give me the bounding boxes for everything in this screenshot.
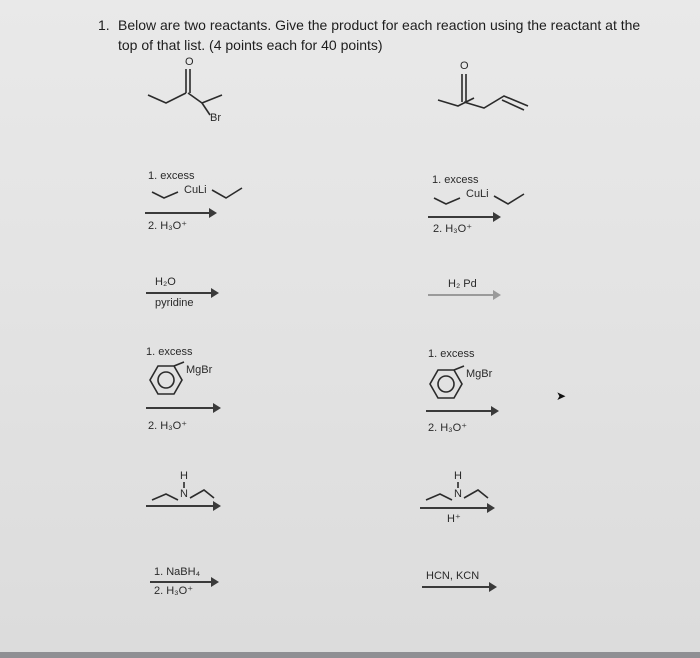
right-rxn3-step2: 2. H₃O⁺ <box>428 422 468 434</box>
left-rxn4-h: H <box>180 470 188 482</box>
left-reactant-bromine: Br <box>210 112 221 124</box>
right-rxn2-arrow <box>428 294 494 296</box>
left-rxn4-arrow <box>146 505 214 507</box>
right-rxn4-arrow <box>420 507 488 509</box>
left-rxn3-reagent: MgBr <box>186 364 213 376</box>
page-bottom-edge <box>0 652 700 658</box>
left-rxn3-arrow <box>146 407 214 409</box>
left-rxn3-step1: 1. excess <box>146 346 193 358</box>
question-number: 1. <box>98 17 110 33</box>
left-rxn2-bottom: pyridine <box>155 297 194 309</box>
left-rxn1-reagent: CuLi <box>184 184 207 196</box>
left-rxn5-arrow <box>150 581 212 583</box>
left-rxn3-step2: 2. H₃O⁺ <box>148 420 188 432</box>
right-rxn1-arrow <box>428 216 494 218</box>
right-reactant-structure <box>432 58 542 118</box>
right-rxn3-reagent: MgBr <box>466 368 493 380</box>
right-rxn4-h: H <box>454 470 462 482</box>
right-rxn1-reagent: CuLi <box>466 188 489 200</box>
left-rxn5-step1: 1. NaBH₄ <box>154 566 201 578</box>
left-rxn2-top: H₂O <box>155 276 176 288</box>
right-rxn3-step1: 1. excess <box>428 348 475 360</box>
left-rxn1-step2: 2. H₃O⁺ <box>148 220 188 232</box>
right-rxn5-top: HCN, KCN <box>426 570 480 582</box>
right-rxn5-arrow <box>422 586 490 588</box>
left-rxn1-step1: 1. excess <box>148 170 195 182</box>
left-rxn5-step2: 2. H₃O⁺ <box>154 585 194 597</box>
mouse-cursor-icon: ➤ <box>556 389 567 403</box>
right-rxn1-step1: 1. excess <box>432 174 479 186</box>
right-rxn4-below: H⁺ <box>447 513 461 525</box>
right-rxn1-step2: 2. H₃O⁺ <box>433 223 473 235</box>
right-reactant-oxygen: O <box>460 60 469 72</box>
left-rxn2-arrow <box>146 292 212 294</box>
question-text: Below are two reactants. Give the product for each reaction using the reactant at the top of that list. (4 points each for 40 points) <box>118 17 641 53</box>
right-rxn4-n: N <box>454 488 462 500</box>
left-reactant-structure <box>140 55 250 125</box>
left-rxn4-n: N <box>180 488 188 500</box>
right-rxn2-top: H₂ Pd <box>448 278 477 290</box>
left-reactant-oxygen: O <box>185 56 194 68</box>
left-rxn1-arrow <box>145 212 210 214</box>
right-rxn3-arrow <box>426 410 492 412</box>
